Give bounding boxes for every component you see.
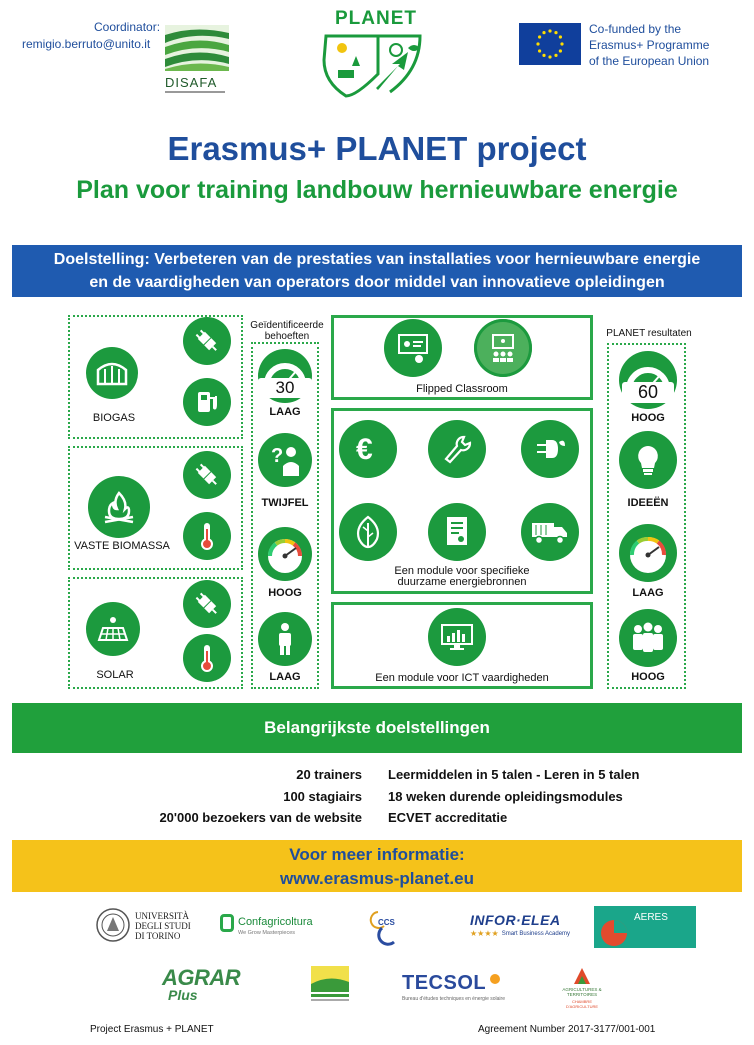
info-banner: [12, 840, 742, 892]
flame-icon: [88, 476, 150, 538]
thermometer-icon: [183, 512, 231, 560]
goal-left-1: 20 trainers: [296, 767, 362, 782]
tecsol-tagline: Bureau d'études techniques en énergie solaire: [402, 996, 505, 1002]
confagricoltura-logo: [220, 912, 320, 944]
leaf-icon: [339, 503, 397, 561]
unito-line2: DEGLI STUDI: [135, 921, 191, 931]
needs-heading: Geïdentificeerde behoeften: [250, 320, 324, 342]
plug-icon: [183, 317, 231, 365]
ccs-text: CCS: [378, 918, 395, 927]
svg-text:€: €: [356, 433, 373, 465]
biogas-icon: [86, 347, 138, 399]
results-heading: PLANET resultaten: [606, 328, 692, 339]
needs-item-3: HOOG: [268, 587, 302, 599]
eco-plug-icon: [521, 420, 579, 478]
unito-seal-icon: [95, 907, 131, 943]
agricultures-emblem-icon: [570, 966, 594, 986]
plug-icon: [183, 451, 231, 499]
speedometer-icon: [619, 524, 677, 582]
thermometer-icon: [183, 634, 231, 682]
group-icon: [619, 609, 677, 667]
needs-item-4: LAAG: [269, 671, 301, 683]
agrar-plus-logo: [150, 965, 260, 1009]
goals-banner: Belangrijkste doelstellingen: [12, 703, 742, 753]
planet-logo: [316, 8, 436, 100]
inforelea-logo: [470, 912, 580, 942]
presentation-icon: [384, 319, 442, 377]
coordinator-email[interactable]: remigio.berruto@unito.it: [22, 37, 151, 51]
needs-item-1: LAAG: [269, 406, 301, 418]
confagricoltura-emblem-icon: [220, 914, 234, 932]
goal-right-1: Leermiddelen in 5 talen - Leren in 5 talen: [388, 767, 640, 782]
results-item-4: HOOG: [631, 671, 665, 683]
tecsol-sun-icon: [490, 974, 500, 984]
unito-line3: DI TORINO: [135, 931, 181, 941]
wrench-icon: [428, 420, 486, 478]
agrar-plus-wordmark: Plus: [168, 987, 198, 1003]
euro-icon: [339, 420, 397, 478]
page-subtitle: Plan voor training landbouw hernieuwbare energie: [76, 176, 678, 204]
needs-gauge-value: 30: [258, 378, 312, 398]
speedometer-icon: [258, 527, 312, 581]
objective-line2: en de vaardigheden van operators door middel van innovatieve opleidingen: [89, 274, 665, 291]
footer-agreement: Agreement Number 2017-3177/001-001: [478, 1024, 656, 1035]
monitor-chart-icon: [428, 608, 486, 666]
aeres-logo: [594, 906, 696, 948]
footer-project: Project Erasmus + PLANET: [90, 1024, 214, 1035]
classroom-icon: [474, 319, 532, 377]
objective-line1: Doelstelling: Verbeteren van de prestaties van installaties voor hernieuwbare energie: [53, 251, 701, 268]
eu-flag-icon: [519, 23, 581, 65]
results-item-2: IDEEËN: [627, 497, 669, 509]
inforelea-tagline: Smart Business Academy: [501, 930, 571, 937]
website-link[interactable]: www.erasmus-planet.eu: [280, 869, 474, 888]
agricultures-territoires-logo: [556, 966, 608, 1010]
disafa-logo: [165, 25, 229, 90]
fuel-pump-icon: [183, 378, 231, 426]
planet-shield-icon: [316, 30, 436, 100]
planet-logo-text: PLANET: [335, 8, 417, 29]
ict-module-label: Een module voor ICT vaardigheden: [375, 672, 549, 684]
confagricoltura-name: Confagricoltura: [238, 916, 313, 928]
coordinator-label: Coordinator:: [94, 20, 161, 34]
objective-banner: [12, 245, 742, 297]
tecsol-wordmark: TECSOL: [402, 972, 487, 994]
eu-cofunding-text: Co-funded by the Erasmus+ Programme of the European Union: [589, 22, 710, 68]
flipped-classroom-label: Flipped Classroom: [416, 383, 508, 395]
results-item-3: LAAG: [632, 587, 664, 599]
disafa-logo-text: DISAFA: [165, 75, 218, 90]
inforelea-name: INFOR·ELEA: [470, 912, 561, 928]
solar-panel-icon: [86, 602, 140, 656]
person-icon: [258, 612, 312, 666]
lightbulb-icon: [619, 431, 677, 489]
certificate-icon: [428, 503, 486, 561]
goal-right-2: 18 weken durende opleidingsmodules: [388, 789, 623, 804]
goal-left-2: 100 stagiairs: [283, 789, 362, 804]
goal-left-3: 20'000 bezoekers van de website: [159, 810, 362, 825]
agricultures-tagline: CHAMBRE D'AGRICULTURE: [565, 999, 599, 1009]
goal-right-3: ECVET accreditatie: [388, 810, 508, 825]
specific-module-label: Een module voor specifieke duurzame energiebronnen: [394, 565, 530, 588]
aeres-emblem-icon: [594, 906, 634, 948]
ccs-logo: [368, 906, 418, 948]
results-item-1: HOOG: [631, 412, 665, 424]
inforelea-stars-icon: ★★★★: [470, 929, 499, 938]
partner-landscape-logo: [309, 964, 351, 1006]
tecsol-logo: [402, 972, 512, 1006]
aeres-text: AERES: [634, 912, 668, 923]
unito-line1: UNIVERSITÀ: [135, 911, 189, 921]
agricultures-name: AGRICULTURES & TERRITOIRES: [562, 987, 602, 997]
biogas-label: BIOGAS: [92, 412, 136, 424]
page-title: Erasmus+ PLANET project: [167, 130, 587, 167]
solar-label: SOLAR: [96, 669, 134, 681]
confagricoltura-tagline: We Grow Masterpieces: [238, 930, 296, 936]
doubt-person-icon: [258, 433, 312, 487]
svg-text:?: ?: [271, 445, 284, 467]
results-gauge-value: 60: [622, 382, 674, 403]
truck-icon: [521, 503, 579, 561]
unito-logo: [95, 907, 195, 947]
plug-icon: [183, 580, 231, 628]
agrar-wordmark: AGRAR: [162, 965, 241, 990]
needs-item-2: TWIJFEL: [261, 497, 309, 509]
biomass-label: VASTE BIOMASSA: [74, 540, 170, 552]
info-label: Voor meer informatie:: [289, 845, 465, 864]
